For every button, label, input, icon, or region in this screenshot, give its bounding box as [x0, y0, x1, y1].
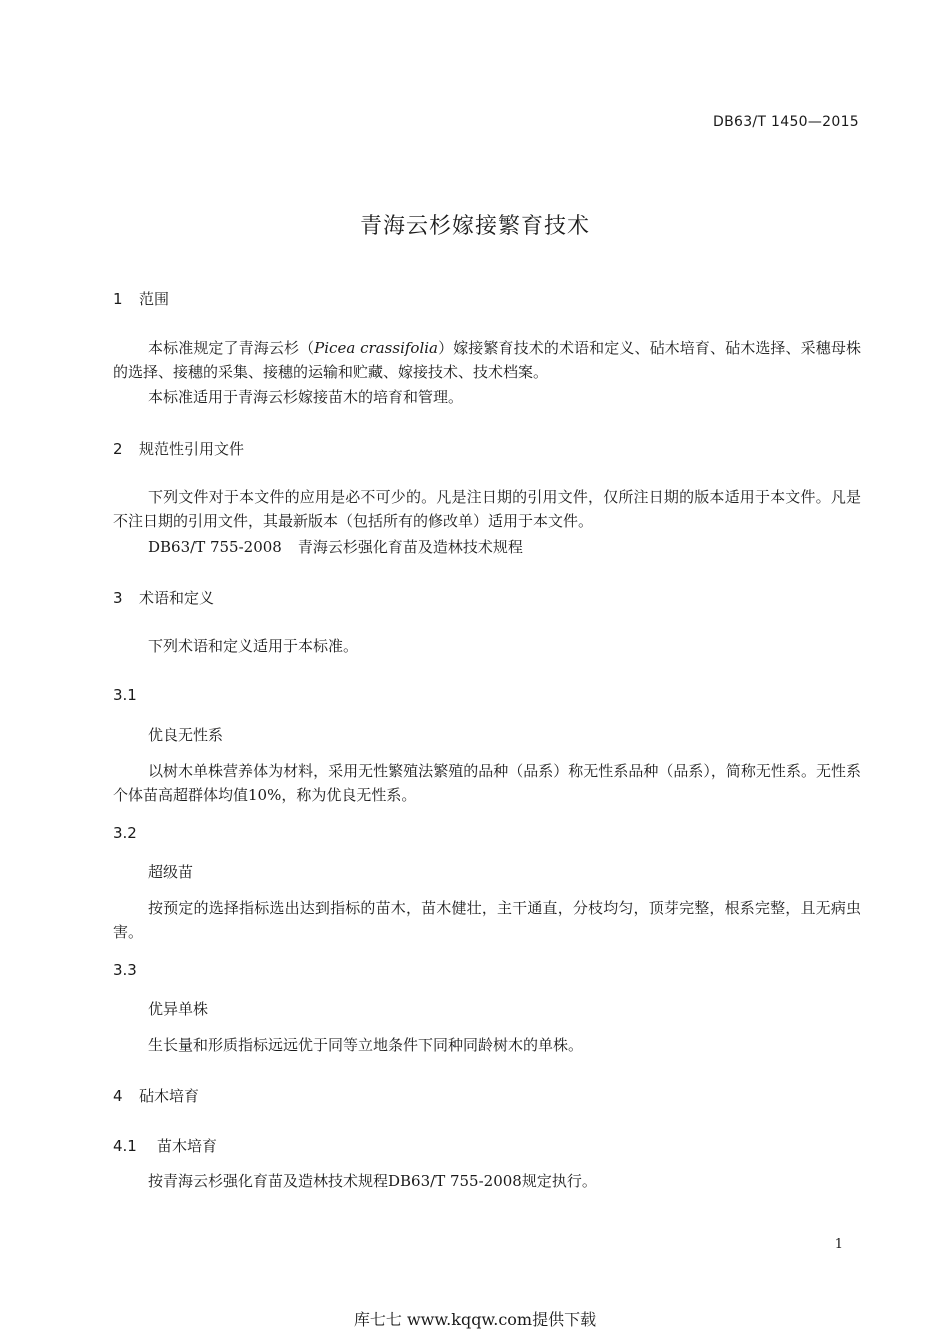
section-3-paragraph-1: 下列术语和定义适用于本标准。	[148, 637, 359, 655]
section-title: 术语和定义	[139, 589, 215, 607]
section-title: 规范性引用文件	[139, 440, 245, 458]
section-1-paragraph-2: 本标准适用于青海云杉嫁接苗木的培育和管理。	[148, 388, 464, 406]
page-number: 1	[834, 1237, 843, 1252]
section-1-paragraph-1: 本标准规定了青海云杉（Picea crassifolia）嫁接繁育技术的术语和定义、砧木培育、砧木选择、采穗母株的选择、接穗的采集、接穗的运输和贮藏、嫁接技术、技术档案。	[113, 339, 861, 381]
term-number: 3.2	[113, 824, 137, 842]
normative-reference	[148, 536, 523, 557]
reference-title: 青海云杉强化育苗及造林技术规程	[297, 538, 523, 556]
term-definition: 生长量和形质指标远远优于同等立地条件下同种同龄树木的单株。	[148, 1036, 584, 1054]
term-title: 超级苗	[148, 863, 194, 881]
section-heading-1	[113, 288, 169, 309]
latin-name: Picea crassifolia	[314, 339, 438, 357]
section-2-paragraph-1: 下列文件对于本文件的应用是必不可少的。凡是注日期的引用文件，仅所注日期的版本适用于本文件。凡是不注日期的引用文件，其最新版本（包括所有的修改单）适用于本文件。	[113, 488, 861, 530]
section-4-paragraph-1: 按青海云杉强化育苗及造林技术规程DB63/T 755-2008规定执行。	[148, 1172, 597, 1190]
term-number: 3.3	[113, 961, 137, 979]
term-title: 优异单株	[148, 1000, 209, 1018]
section-title: 范围	[139, 290, 170, 308]
section-number: 1	[113, 290, 123, 308]
section-number: 3	[113, 589, 123, 607]
subsection-heading-4-1	[113, 1135, 217, 1156]
section-title: 砧木培育	[139, 1087, 200, 1105]
subsection-title: 苗木培育	[157, 1137, 218, 1155]
term-definition: 按预定的选择指标选出达到指标的苗木，苗木健壮，主干通直，分枝均匀，顶芽完整，根系完整，且无病虫害。	[113, 899, 861, 941]
section-heading-3	[113, 587, 214, 608]
document-code: DB63/T 1450—2015	[713, 114, 859, 130]
term-number: 3.1	[113, 686, 137, 704]
section-heading-2	[113, 438, 244, 459]
section-number: 2	[113, 440, 123, 458]
section-heading-4	[113, 1085, 199, 1106]
document-title: 青海云杉嫁接繁育技术	[359, 214, 590, 239]
reference-code: DB63/T 755-2008	[148, 538, 282, 556]
footer-watermark: 库七七 www.kqqw.com提供下载	[353, 1310, 597, 1329]
term-definition: 以树木单株营养体为材料，采用无性繁殖法繁殖的品种（品系）称无性系品种（品系），简称无性系。无性系个体苗高超群体均值10%，称为优良无性系。	[113, 762, 861, 804]
section-number: 4	[113, 1087, 123, 1105]
term-title: 优良无性系	[148, 726, 224, 744]
subsection-number: 4.1	[113, 1137, 137, 1155]
